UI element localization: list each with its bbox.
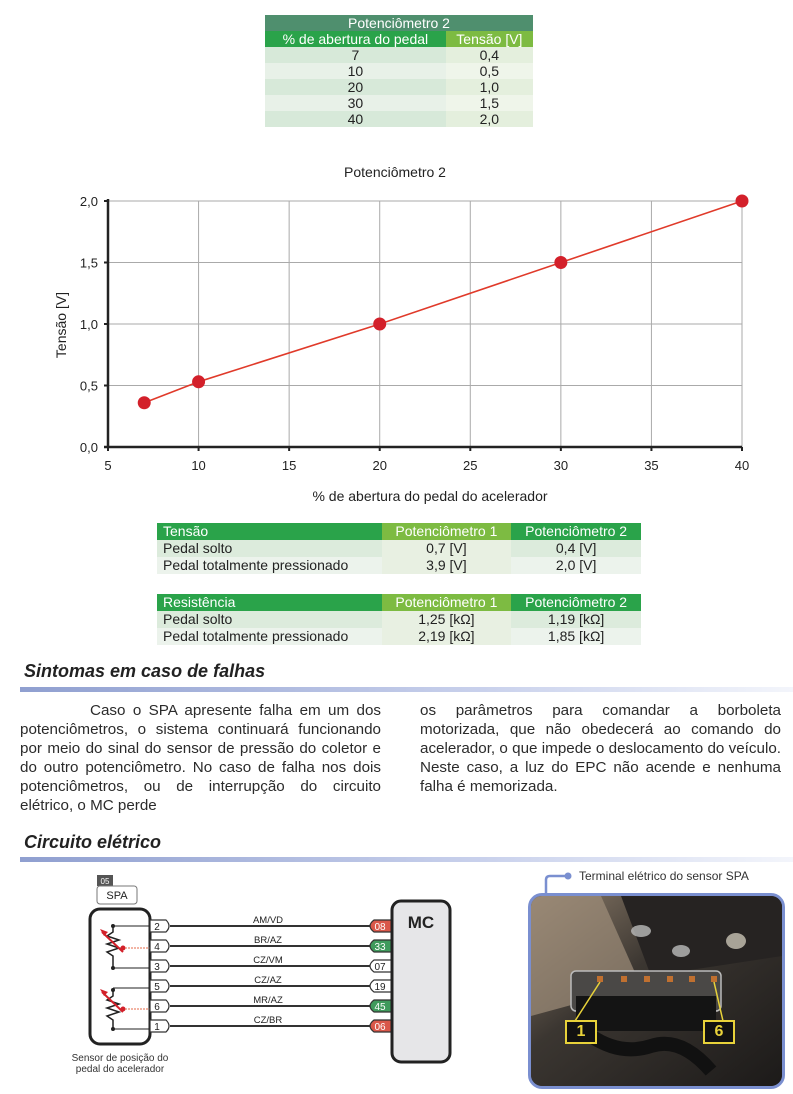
cell: 1,25 [kΩ] <box>382 611 512 628</box>
sensor-pin-label: 6 <box>154 1002 160 1013</box>
x-tick-label: 20 <box>372 458 387 473</box>
section-divider <box>20 857 793 862</box>
wire <box>150 955 392 973</box>
header-pot1: Potenciômetro 1 <box>382 594 512 611</box>
wire <box>150 995 392 1013</box>
mc-pin-label: 06 <box>374 1022 386 1033</box>
connector-image <box>531 896 782 1086</box>
table-row <box>157 557 641 574</box>
sensor-pin-label: 2 <box>154 922 160 933</box>
mc-pin-label: 08 <box>374 922 386 933</box>
y-tick-label: 1,0 <box>79 317 98 332</box>
wire-color-label: CZ/VM <box>253 955 283 966</box>
cell: 0,4 <box>446 47 533 63</box>
sensor-pin-label: 5 <box>154 982 160 993</box>
connector-photo <box>528 893 785 1089</box>
x-tick-label: 15 <box>281 458 297 473</box>
x-tick-label: 25 <box>463 458 478 473</box>
section-divider <box>20 687 793 692</box>
x-tick-label: 30 <box>553 458 569 473</box>
wire-color-label: BR/AZ <box>254 935 282 946</box>
mc-pin-label: 19 <box>374 982 386 993</box>
potentiometer-2-table <box>265 15 533 127</box>
sensor-name: SPA <box>106 890 128 902</box>
table-row <box>265 111 533 127</box>
cell: 1,85 [kΩ] <box>511 628 641 645</box>
table-row <box>157 611 641 628</box>
data-point <box>736 195 749 208</box>
wire-color-label: CZ/AZ <box>254 975 282 986</box>
y-tick-label: 0,0 <box>79 440 98 455</box>
sensor-body <box>90 909 150 1044</box>
wire <box>150 935 392 953</box>
resistance-table <box>157 594 641 645</box>
cell: 0,5 <box>446 63 533 79</box>
sensor-pin-label: 1 <box>154 1022 160 1033</box>
wire <box>150 915 392 933</box>
mc-pin-label: 45 <box>374 1002 386 1013</box>
x-tick-label: 10 <box>191 458 206 473</box>
wire-color-label: AM/VD <box>252 915 284 926</box>
pin-tag-6: 6 <box>703 1020 735 1044</box>
chart-title: Potenciômetro 2 <box>344 164 446 180</box>
cell: 2,19 [kΩ] <box>382 628 512 645</box>
photo-label: Terminal elétrico do sensor SPA <box>579 869 749 883</box>
mc-pin-label: 07 <box>374 962 386 973</box>
table-row <box>265 79 533 95</box>
data-point <box>373 318 386 331</box>
sensor-code: 05 <box>100 877 110 886</box>
pin-tag-1: 1 <box>565 1020 597 1044</box>
sensor-caption-line: pedal do acelerador <box>75 1064 165 1075</box>
data-point <box>138 396 151 409</box>
table-row <box>265 47 533 63</box>
cell: 20 <box>265 79 446 95</box>
row-label: Pedal solto <box>157 540 382 557</box>
cell: 40 <box>265 111 446 127</box>
sensor-caption <box>64 1053 176 1075</box>
header-tensao: Tensão <box>157 523 382 540</box>
table-row <box>157 540 641 557</box>
table-row <box>157 628 641 645</box>
y-axis-label: Tensão [V] <box>53 291 69 359</box>
table-title: Potenciômetro 2 <box>265 15 533 31</box>
circuit-diagram <box>60 872 470 1072</box>
wire <box>150 1015 392 1033</box>
cell: 0,7 [V] <box>382 540 512 557</box>
table-row <box>265 63 533 79</box>
voltage-table <box>157 523 641 574</box>
x-tick-label: 35 <box>644 458 659 473</box>
cell: 2,0 [V] <box>511 557 641 574</box>
cell: 1,0 <box>446 79 533 95</box>
row-label: Pedal totalmente pressionado <box>157 628 382 645</box>
section-heading-sintomas: Sintomas em caso de falhas <box>24 661 266 681</box>
x-tick-label: 40 <box>734 458 750 473</box>
cell: 2,0 <box>446 111 533 127</box>
sensor-caption-line: Sensor de posição do <box>71 1053 169 1064</box>
wire-color-label: CZ/BR <box>253 1015 283 1026</box>
y-tick-label: 2,0 <box>79 194 98 209</box>
y-tick-label: 1,5 <box>79 255 98 271</box>
wire <box>150 975 392 993</box>
voltage-chart <box>40 160 780 510</box>
paragraph-col2: os parâmetros para comandar a borboleta motorizada, que não obedecerá ao comando do acelerador, o que impede o deslocamento do veículo. Neste caso, a luz do EPC não acende e nenhuma falha é memorizada. <box>420 702 781 795</box>
mc-label: MC <box>407 913 435 932</box>
header-pot2: Potenciômetro 2 <box>511 594 641 611</box>
cell: 30 <box>265 95 446 111</box>
row-label: Pedal totalmente pressionado <box>157 557 382 574</box>
row-label: Pedal solto <box>157 611 382 628</box>
cell: 0,4 [V] <box>511 540 641 557</box>
cell: 10 <box>265 63 446 79</box>
sensor-pin-label: 3 <box>154 962 160 973</box>
paragraph-col1: Caso o SPA apresente falha em um dos potenciômetros, o sistema continuará funcionando por meio do sinal do sensor de pressão do coletor e do outro potenciômetro. No caso de falha nos dois potenciômetros, ou de interrupção do circuito elétrico, o MC perde <box>20 702 381 814</box>
cell: 3,9 [V] <box>382 557 512 574</box>
cell: 1,19 [kΩ] <box>511 611 641 628</box>
x-tick-label: 5 <box>104 458 112 473</box>
callout-connector <box>544 866 574 896</box>
data-point <box>554 256 567 269</box>
sensor-pin-label: 4 <box>154 942 160 953</box>
cell: 7 <box>265 47 446 63</box>
table-row <box>265 95 533 111</box>
x-axis-label: % de abertura do pedal do acelerador <box>312 488 548 504</box>
data-point <box>192 375 205 388</box>
section-heading-circuito: Circuito elétrico <box>24 832 162 852</box>
wire-color-label: MR/AZ <box>253 995 283 1006</box>
cell: 1,5 <box>446 95 533 111</box>
series-line <box>144 201 742 403</box>
mc-pin-label: 33 <box>374 942 386 953</box>
header-pot2: Potenciômetro 2 <box>511 523 641 540</box>
column-header-pedal: % de abertura do pedal <box>265 31 446 47</box>
header-resistencia: Resistência <box>157 594 382 611</box>
column-header-tensao: Tensão [V] <box>446 31 533 47</box>
header-pot1: Potenciômetro 1 <box>382 523 512 540</box>
y-tick-label: 0,5 <box>79 378 98 394</box>
